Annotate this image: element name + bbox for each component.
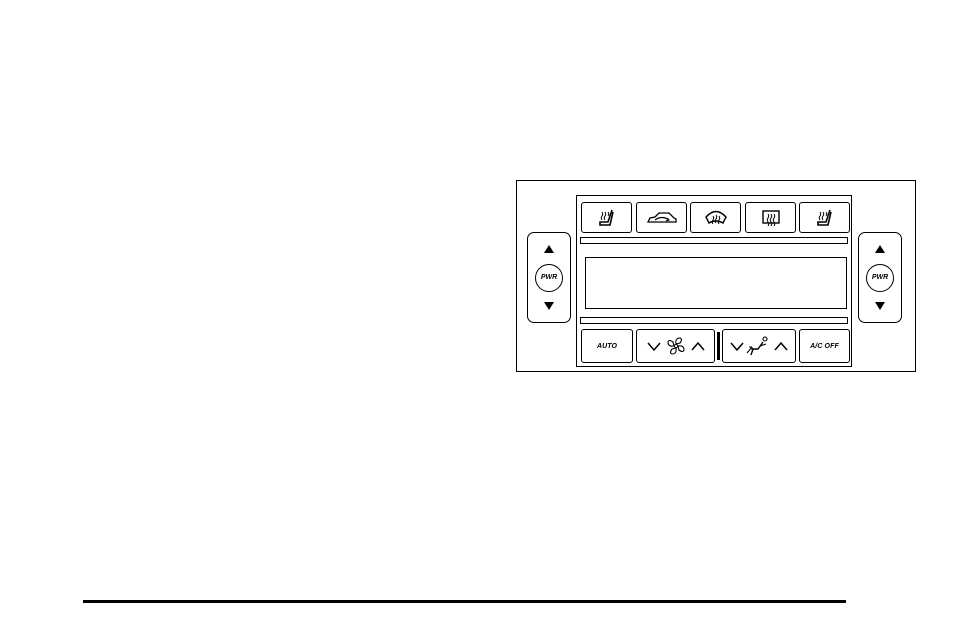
air-delivery-mode-control[interactable]	[722, 329, 796, 363]
climate-main-panel	[576, 195, 852, 367]
mode-control-icons	[725, 334, 793, 358]
panel-center-divider	[717, 332, 720, 360]
ac-off-label: A/C OFF	[810, 342, 839, 350]
lower-indicator-strip	[580, 317, 848, 324]
chevron-up-icon[interactable]	[775, 343, 787, 350]
triangle-up-icon[interactable]	[544, 245, 554, 253]
upper-indicator-strip	[580, 237, 848, 244]
heated-seat-passenger-icon	[812, 208, 838, 228]
fan-icon	[668, 338, 684, 354]
right-power-button[interactable]	[866, 264, 894, 292]
climate-control-figure	[516, 180, 916, 372]
front-defrost-icon	[703, 208, 729, 228]
chevron-down-icon[interactable]	[731, 343, 743, 350]
left-temperature-pod	[527, 232, 571, 323]
chevron-down-icon[interactable]	[648, 343, 660, 350]
fan-speed-control-icons	[641, 335, 711, 357]
power-label: PWR	[871, 274, 889, 281]
recirculation-button[interactable]	[636, 202, 687, 233]
left-power-button[interactable]	[535, 264, 563, 292]
triangle-down-icon[interactable]	[544, 302, 554, 310]
passenger-heated-seat-button[interactable]	[799, 202, 850, 233]
rear-defrost-button[interactable]	[745, 202, 796, 233]
recirculation-icon	[645, 209, 679, 227]
auto-label: AUTO	[596, 342, 618, 350]
page-bottom-rule	[83, 600, 846, 603]
triangle-up-icon[interactable]	[875, 245, 885, 253]
auto-button[interactable]	[581, 329, 633, 363]
rear-defrost-icon	[760, 208, 782, 228]
fan-speed-control[interactable]	[636, 329, 715, 363]
climate-display-window	[585, 257, 847, 309]
heated-seat-driver-icon	[594, 208, 620, 228]
chevron-up-icon[interactable]	[692, 343, 704, 350]
right-temperature-pod	[858, 232, 902, 323]
ac-off-button[interactable]	[799, 329, 850, 363]
front-defrost-button[interactable]	[690, 202, 741, 233]
driver-heated-seat-button[interactable]	[581, 202, 632, 233]
air-flow-mode-icon	[747, 337, 767, 355]
triangle-down-icon[interactable]	[875, 302, 885, 310]
power-label: PWR	[540, 274, 558, 281]
